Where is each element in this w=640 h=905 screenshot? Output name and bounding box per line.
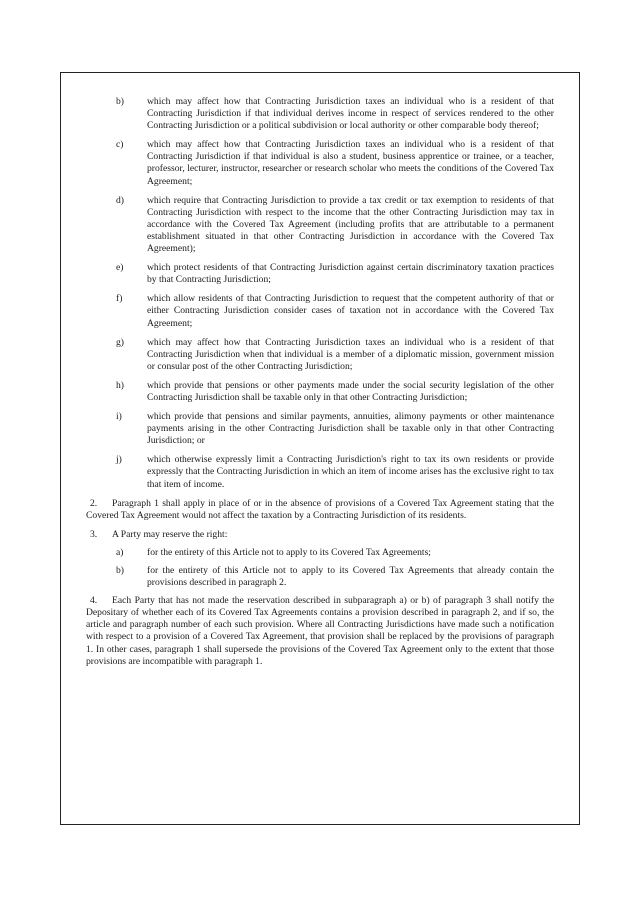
paragraph-text: Each Party that has not made the reservation described in subparagraph a) or b) of paragraph 3 shall notify the Depositary of whether each of its Covered Tax Agreements contains a provision described in paragraph 2, and if so, the article and paragraph number of each such provision. Where all Contracting Jurisdictions have made such a notification with respect to a provision of a Covered Tax Agreement, that provision shall be replaced by the provisions of paragraph 1. In other cases, paragraph 1 shall supersede the provisions of the Covered Tax Agreement only to the extent that those provisions are incompatible with paragraph 1.	[86, 595, 554, 667]
provision-b	[86, 96, 554, 132]
provision-i	[86, 411, 554, 447]
option-text: for the entirety of this Article not to apply to its Covered Tax Agreements;	[147, 546, 431, 558]
provision-label: f)	[116, 293, 123, 305]
paragraph-3	[86, 529, 554, 541]
provision-g	[86, 337, 554, 373]
provision-text: which provide that pensions or other payments made under the social security legislation of the other Contracting Jurisdiction shall be taxable only in that other Contracting Jurisdiction;	[147, 379, 554, 403]
provision-text: which may affect how that Contracting Jurisdiction taxes an individual who is a resident of that Contracting Jurisdiction when that individual is a member of a diplomatic mission, government mission or consular post of the other Contracting Jurisdiction;	[147, 336, 554, 372]
provision-j	[86, 454, 554, 490]
paragraph-text: Paragraph 1 shall apply in place of or in the absence of provisions of a Covered Tax Agreement stating that the Covered Tax Agreement would not affect the taxation by a Contracting Jurisdiction of its residents.	[86, 497, 554, 521]
provision-text: which allow residents of that Contracting Jurisdiction to request that the competent authority of that or either Contracting Jurisdiction consider cases of taxation not in accordance with the Covered Tax Agreement;	[147, 293, 554, 329]
provision-f	[86, 293, 554, 329]
provision-text: which provide that pensions and similar payments, annuities, alimony payments or other maintenance payments arising in the other Contracting Jurisdiction shall be taxable only in that other Contracting Jurisdiction; or	[147, 411, 554, 447]
option-label: a)	[116, 546, 124, 558]
provision-text: which protect residents of that Contracting Jurisdiction against certain discriminatory taxation practices by that Contracting Jurisdiction;	[147, 262, 554, 286]
paragraph-4	[86, 595, 554, 668]
paragraph-2	[86, 498, 554, 522]
provision-label: b)	[116, 96, 124, 107]
reservation-option-b	[86, 565, 554, 589]
provision-label: c)	[116, 139, 124, 151]
provision-text: which require that Contracting Jurisdiction to provide a tax credit or tax exemption to residents of that Contracting Jurisdiction with respect to the income that the other Contracting Jurisdiction may tax in accordance with the Covered Tax Agreement (including profits that are attributable to a permanent establishment situated in that other Contracting Jurisdiction in accordance with the Covered Tax Agreement);	[147, 194, 554, 255]
paragraph-number: 3.	[90, 528, 98, 540]
provision-text: which may affect how that Contracting Jurisdiction taxes an individual who is a resident of that Contracting Jurisdiction if that individual derives income in respect of services rendered to the other Contracting Jurisdiction or a political subdivision or local authority or other comparable body thereof;	[147, 96, 554, 132]
provision-label: d)	[116, 194, 124, 206]
provision-label: e)	[116, 262, 124, 274]
provision-label: i)	[116, 411, 122, 423]
option-text: for the entirety of this Article not to apply to its Covered Tax Agreements that already contain the provisions described in paragraph 2.	[147, 565, 554, 589]
provision-h	[86, 380, 554, 404]
paragraph-number: 4.	[90, 595, 98, 607]
provision-text: which may affect how that Contracting Jurisdiction taxes an individual who is a resident of that Contracting Jurisdiction if that individual is also a student, business apprentice or trainee, or a teacher, professor, lecturer, instructor, researcher or research scholar who meets the conditions of the Covered Tax Agreement;	[147, 139, 554, 187]
provision-c	[86, 139, 554, 187]
provision-label: g)	[116, 336, 124, 348]
provision-text: which otherwise expressly limit a Contracting Jurisdiction's right to tax its own residents or provide expressly that the Contracting Jurisdiction in which an item of income arises has the exclusive right to tax that item of income.	[147, 454, 554, 490]
provision-label: j)	[116, 454, 122, 466]
provision-d	[86, 195, 554, 255]
document-body	[86, 96, 554, 675]
paragraph-number: 2.	[90, 497, 98, 509]
paragraph-text: A Party may reserve the right:	[112, 528, 228, 540]
provision-e	[86, 262, 554, 286]
reservation-option-a	[86, 547, 554, 559]
provision-label: h)	[116, 379, 124, 391]
option-label: b)	[116, 565, 124, 576]
